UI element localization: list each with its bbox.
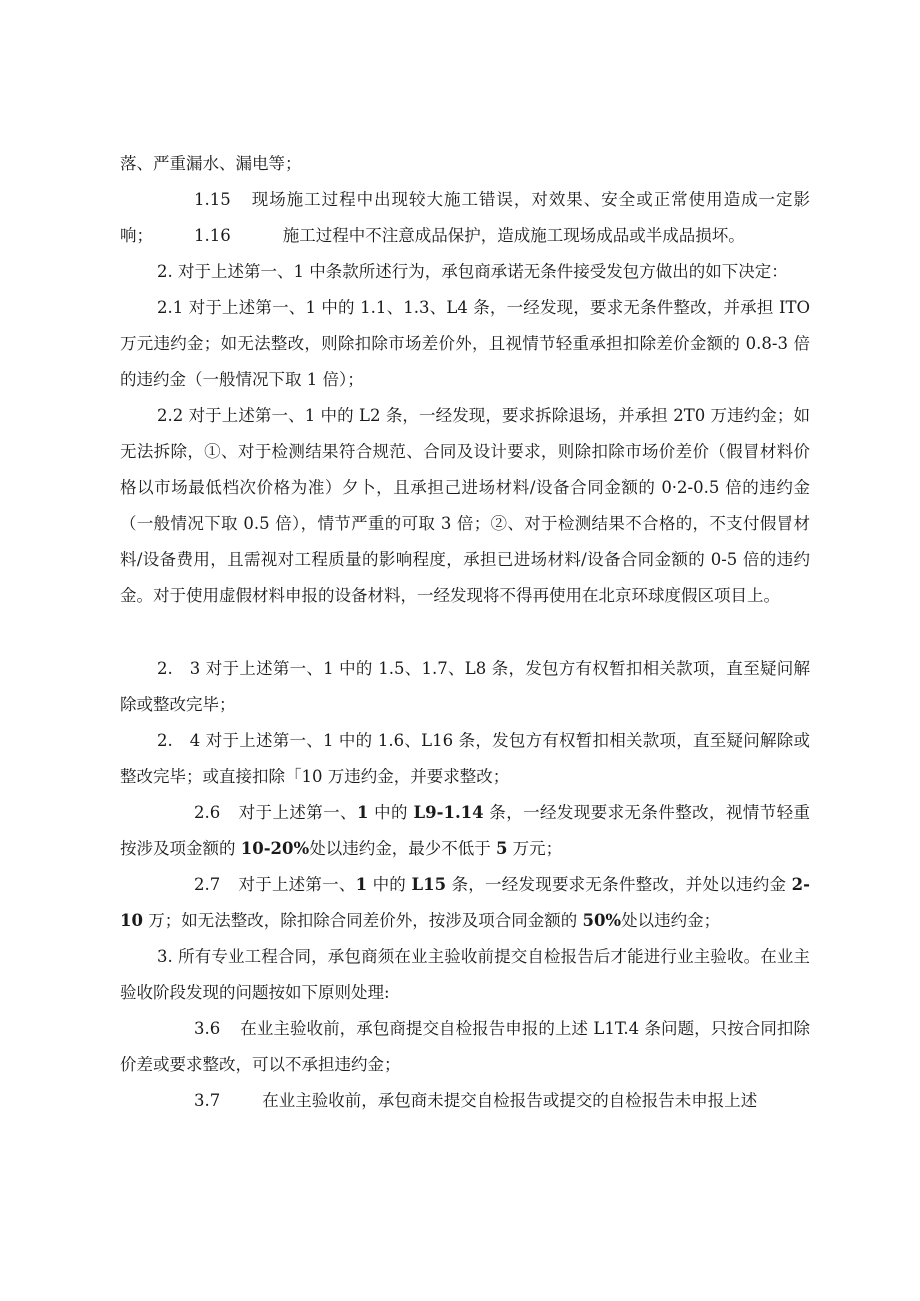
- clause-text-part: 处以违约金；: [621, 911, 721, 930]
- clause-text-part: 条，一经发现要求无条件整改，并处以违约金: [446, 875, 792, 894]
- clause-text: 在业主验收前，承包商提交自检报告申报的上述 L1T.4 条问题，只按合同扣除价差或要求整改，可以不承担违约金；: [120, 1019, 810, 1074]
- clause-bold: 1: [355, 875, 368, 894]
- clause-text: 2. 3 对于上述第一、1 中的 1.5、1.7、L8 条，发包方有权暂扣相关款项，直至疑问解除或整改完毕；: [120, 659, 810, 714]
- clause-text-part: 中的: [367, 875, 412, 894]
- clause-bold: 1: [356, 803, 369, 822]
- clause-number: 1.15: [194, 190, 231, 209]
- clause-number: 3.7: [194, 1091, 221, 1110]
- clause-number: 2.7: [194, 875, 221, 894]
- clause-number: 2.6: [194, 803, 221, 822]
- clause-text: 在业主验收前，承包商未提交自检报告或提交的自检报告未申报上述: [262, 1091, 758, 1110]
- clause-3-7: [120, 1083, 810, 1119]
- clause-text-part: 万；如无法整改，除扣除合同差价外，按涉及项合同金额的: [142, 911, 583, 930]
- clause-text-part: 条，一经发现要求无条件整改，视情节轻重按涉及项金额的: [120, 803, 810, 858]
- clause-number: 3.6: [194, 1019, 221, 1038]
- paragraph-continuation: [120, 146, 810, 182]
- clause-2-6: [120, 795, 810, 867]
- clause-text: 2. 对于上述第一、1 中条款所述行为，承包商承诺无条件接受发包方做出的如下决定：: [157, 262, 788, 281]
- clause-text-part: 对于上述第一、: [238, 803, 357, 822]
- clause-2-7: [120, 867, 810, 939]
- clause-bold: 10-20%: [240, 839, 310, 858]
- clause-text-part: 对于上述第一、: [238, 875, 356, 894]
- clause-2-3: [120, 651, 810, 723]
- clause-bold: L15: [411, 875, 447, 894]
- clause-text-part: 万元；: [507, 839, 563, 858]
- clause-text: 现场施工过程中出现较大施工错误，对效果、安全或正常使用造成一定影响；: [120, 190, 810, 245]
- clause-2: [120, 254, 810, 290]
- paragraph-text: 落、严重漏水、漏电等；: [120, 154, 302, 173]
- clause-1-16: [120, 218, 810, 254]
- clause-text: 施工过程中不注意成品保护，造成施工现场成品或半成品损坏。: [282, 226, 745, 245]
- clause-2-1: [120, 290, 810, 398]
- clause-bold: 2-10: [120, 875, 811, 930]
- clause-text-part: 处以违约金，最少不低于: [309, 839, 496, 858]
- clause-text: 3. 所有专业工程合同，承包商须在业主验收前提交自检报告后才能进行业主验收。在业主验收阶段发现的问题按如下原则处理:: [120, 947, 810, 1002]
- clause-text: 2.2 对于上述第一、1 中的 L2 条，一经发现，要求拆除退场，并承担 2T0 万违约金；如无法拆除，①、对于检测结果符合规范、合同及设计要求，则除扣除市场价差价（假冒材料价格以市场最低档次价格为准）夕卜，且承担己进场材料/设备合同金额的 0·2-0.5 倍的违约金（一般情况下取 0.5 倍），情节严重的可取 3 倍；②、对于检测结果不合格的，不支付假冒材料/设备费用，且需视对工程质量的影响程度，承担已进场材料/设备合同金额的 0-5 倍的违约金。对于使用虚假材料申报的设备材料，一经发现将不得再使用在北京环球度假区项目上。: [120, 406, 810, 605]
- clause-3-6: [120, 1011, 810, 1083]
- clause-text-part: 中的: [368, 803, 414, 822]
- clause-2-2: [120, 398, 810, 614]
- clause-2-4: [120, 723, 810, 795]
- clause-bold: L9-1.14: [413, 803, 484, 822]
- clause-text: 2.1 对于上述第一、1 中的 1.1、1.3、L4 条，一经发现，要求无条件整改，并承担 ITO 万元违约金；如无法整改，则除扣除市场差价外，且视情节轻重承担扣除差价金额的 0.8-3 倍的违约金（一般情况下取 1 倍）；: [120, 298, 810, 389]
- clause-bold: 5: [495, 839, 508, 858]
- clause-number: 1.16: [194, 226, 231, 245]
- clause-3: [120, 939, 810, 1011]
- clause-bold: 50%: [582, 911, 622, 930]
- clause-text: 2. 4 对于上述第一、1 中的 1.6、L16 条，发包方有权暂扣相关款项，直至疑问解除或整改完毕；或直接扣除「10 万违约金，并要求整改；: [120, 731, 810, 786]
